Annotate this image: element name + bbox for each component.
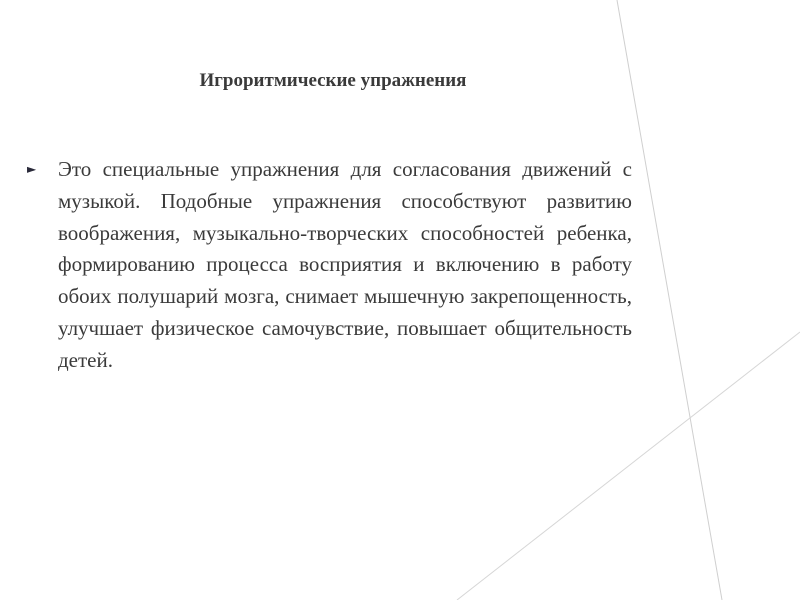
- bullet-arrow-icon: ►: [27, 162, 37, 176]
- bullet-text: Это специальные упражнения для согласования движений с музыкой. Подобные упражнения способствуют развитию воображения, музыкально-творческих способностей ребенка, формированию процесса восприятия и включению в работу обоих полушарий мозга, снимает мышечную закрепощенность, улучшает физическое самочувствие, повышает общительность детей.: [58, 157, 632, 372]
- slide-title: Игроритмические упражнения: [199, 70, 467, 91]
